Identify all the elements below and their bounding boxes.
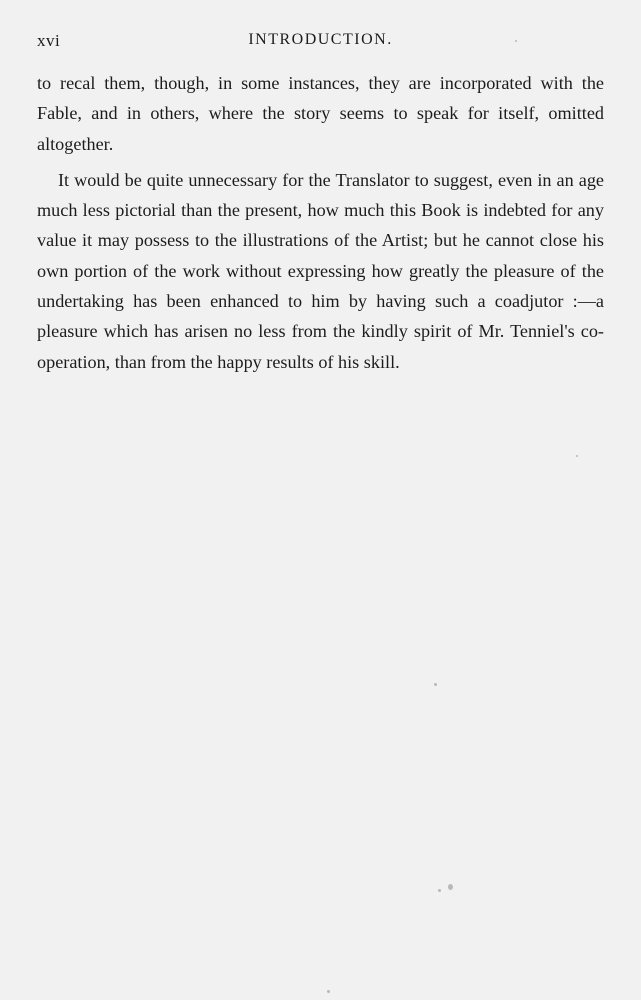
paper-speck <box>448 884 453 890</box>
body-text <box>37 68 604 377</box>
page-header <box>37 31 604 55</box>
paper-speck <box>327 990 330 993</box>
paragraph-continuation: to recal them, though, in some instances, they are incorporated with the Fable, and in others, where the story seems to speak for itself, omitted altogether. <box>37 73 604 154</box>
paper-speck <box>434 683 437 686</box>
paper-speck <box>515 40 517 42</box>
paragraph-translator-note: It would be quite unnecessary for the Translator to suggest, even in an age much less pictorial than the present, how much this Book is indebted for any value it may possess to the illustrations of the Artist; but he cannot close his own portion of the work without expressing how greatly the pleasure of the undertaking has been enhanced to him by having such a coadjutor :—a pleasure which has arisen no less from the kindly spirit of Mr. Tenniel's co-operation, than from the happy results of his skill. <box>37 169 604 372</box>
paper-speck <box>576 455 578 457</box>
running-head: INTRODUCTION. <box>248 31 393 48</box>
paper-speck <box>438 889 441 892</box>
page-number: xvi <box>37 31 61 50</box>
